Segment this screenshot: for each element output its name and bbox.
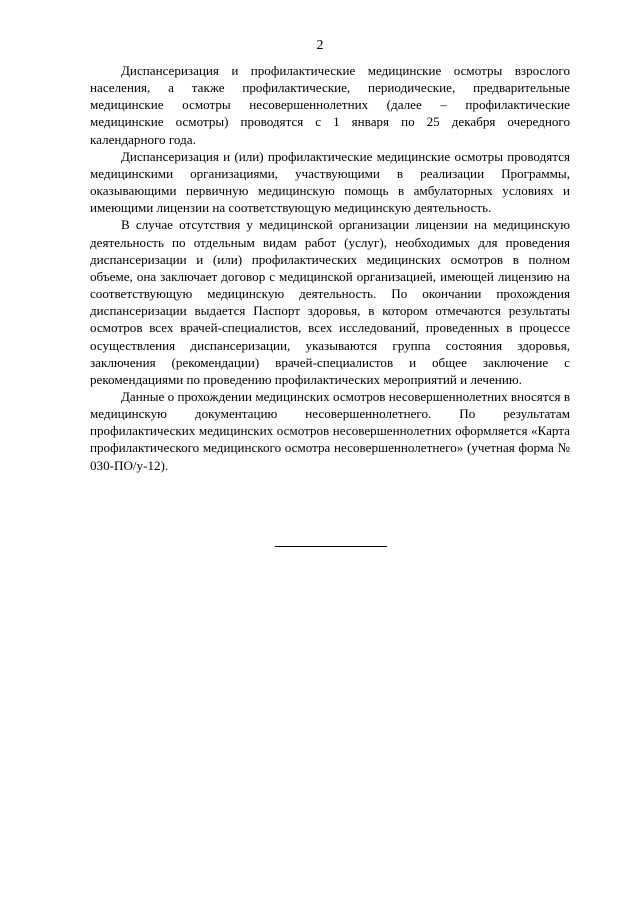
paragraph-organizations: Диспансеризация и (или) профилактические медицинские осмотры проводятся медицинскими организациями, участвующими в реализации Программы, оказывающими первичную медицинскую помощь в амбулаторных условиях и имеющими лицензии на соответствующую медицинскую деятельность. [90,148,570,216]
page-number: 2 [316,38,324,53]
end-separator-line [275,546,387,547]
paragraph-license-contract: В случае отсутствия у медицинской организации лицензии на медицинскую деятельность по отдельным видам работ (услуг), необходимых для проведения диспансеризации и (или) профилактических медицинских осмотров в полном объеме, она заключает договор с медицинской организацией, имеющей лицензию на соответствующую медицинскую деятельность. По окончании прохождения диспансеризации выдается Паспорт здоровья, в котором отмечаются результаты осмотров всех врачей-специалистов, всех исследований, проведенных в процессе осуществления диспансеризации, указываются группа состояния здоровья, заключения (рекомендации) врачей-специалистов и общее заключение с рекомендациями по проведению профилактических мероприятий и лечению. [90,217,570,387]
document-body [90,62,570,474]
paragraph-schedule: Диспансеризация и профилактические медицинские осмотры взрослого населения, а также профилактические, периодические, предварительные медицинские осмотры несовершеннолетних (далее – профилактические медицинские осмотры) проводятся с 1 января по 25 декабря очередного календарного года. [90,63,570,147]
paragraph-minors-records: Данные о прохождении медицинских осмотров несовершеннолетних вносятся в медицинскую документацию несовершеннолетнего. По результатам профилактических медицинских осмотров несовершеннолетних оформляется «Карта профилактического медицинского осмотра несовершеннолетнего» (учетная форма № 030-ПО/у-12). [90,388,570,473]
